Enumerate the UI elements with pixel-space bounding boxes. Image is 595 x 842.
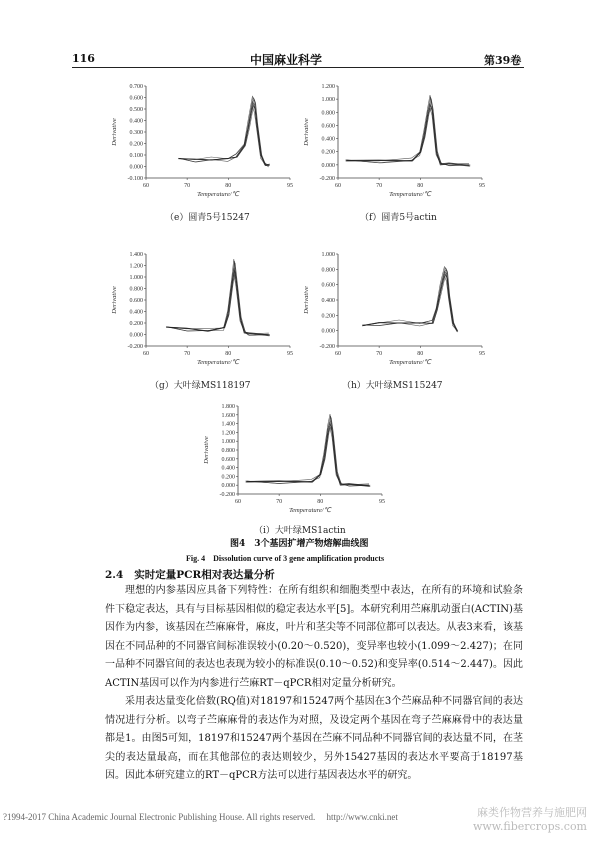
series-line xyxy=(167,272,270,336)
y-tick-label: 0.800 xyxy=(321,267,335,274)
x-axis-label: Temperature/℃ xyxy=(197,191,239,198)
header-rule xyxy=(72,67,524,68)
x-axis-label: Temperature/℃ xyxy=(197,359,239,366)
series-line xyxy=(246,416,370,487)
series-line xyxy=(246,423,369,486)
y-tick-label: 0.000 xyxy=(221,483,235,490)
y-tick-label: 0.600 xyxy=(321,123,335,130)
y-axis-label: Derivative xyxy=(203,436,210,464)
panel-label-e: （e）圆青5号15247 xyxy=(165,213,250,223)
series-line xyxy=(346,104,469,166)
y-tick-label: 0.400 xyxy=(129,118,143,125)
volume-label: 第39卷 xyxy=(484,54,522,67)
series-line xyxy=(180,100,271,166)
x-tick-label: 80 xyxy=(317,499,324,505)
y-tick-label: 0.200 xyxy=(129,141,143,148)
series-line xyxy=(347,99,471,167)
y-tick-label: 1.000 xyxy=(129,275,143,281)
watermark-text: 麻类作物营养与施肥网 xyxy=(477,806,587,819)
series-line xyxy=(346,105,470,165)
series-line xyxy=(346,109,469,166)
paragraph-2: 采用表达量变化倍数(RQ值)对18197和15247两个基因在3个苎麻品种不同器官间的表达情况进行分析。以弯子苎麻麻骨的表达作为对照，及设定两个基因在弯子苎麻麻骨中的表达量都是1。由图5可知，18197和15247两个基因在苎麻不同品种不同器官间的表达量不同，在茎尖的表达量最高，而在其他部位的表达则较少，另外15427基因的表达水平要高于18197基因。因此本研究建立的RT－qPCR方法可以进行基因表达水平的研究。 xyxy=(105,696,523,781)
series-line xyxy=(166,268,269,335)
y-tick-label: 1.800 xyxy=(221,404,235,410)
y-tick-label: 0.400 xyxy=(321,136,335,143)
y-axis-label: Derivative xyxy=(303,286,310,314)
figure-caption-en: Fig. 4 Dissolution curve of 3 gene amplification products xyxy=(186,554,385,563)
y-tick-label: 1.000 xyxy=(221,439,235,446)
series-line xyxy=(167,270,270,335)
watermark-url: www.fibercrops.com xyxy=(472,820,587,833)
y-tick-label: -0.200 xyxy=(319,176,335,182)
panel-label-i: （i）大叶绿MS1actin xyxy=(254,526,346,536)
series-line xyxy=(178,96,268,165)
chart-panel-e xyxy=(108,80,298,202)
x-tick-label: 80 xyxy=(417,183,424,189)
copyright-footer: ?1994-2017 China Academic Journal Electronic Publishing House. All rights reserved. http://www.cnki.net xyxy=(3,812,398,822)
series-line xyxy=(246,428,369,486)
journal-title: 中国麻业科学 xyxy=(250,53,323,67)
page-number: 116 xyxy=(72,52,95,65)
x-tick-label: 70 xyxy=(184,183,191,189)
series-line xyxy=(362,271,457,331)
y-axis-label: Derivative xyxy=(303,118,310,146)
y-tick-label: 0.600 xyxy=(129,298,143,304)
y-tick-label: 0.000 xyxy=(129,332,143,339)
y-tick-label: -0.200 xyxy=(127,344,143,350)
x-tick-label: 80 xyxy=(225,183,232,189)
y-tick-label: 1.200 xyxy=(321,84,335,90)
x-tick-label: 60 xyxy=(235,499,241,505)
y-tick-label: 0.200 xyxy=(221,474,235,481)
y-tick-label: 0.700 xyxy=(129,84,143,90)
y-tick-label: 0.200 xyxy=(321,149,335,156)
y-tick-label: 1.400 xyxy=(129,252,143,258)
chart-panel-i xyxy=(200,400,390,518)
y-tick-label: 1.200 xyxy=(221,430,235,437)
y-tick-label: 0.800 xyxy=(221,448,235,454)
section-heading xyxy=(105,567,275,582)
y-tick-label: 0.600 xyxy=(221,456,235,463)
x-tick-label: 95 xyxy=(379,499,385,505)
x-tick-label: 60 xyxy=(143,183,149,189)
x-tick-label: 95 xyxy=(479,351,485,357)
series-line xyxy=(179,98,270,166)
chart-panel-f xyxy=(300,80,490,202)
x-tick-label: 60 xyxy=(335,183,341,189)
panel-label-f: （f）圆青5号actin xyxy=(360,213,437,223)
series-line xyxy=(346,95,469,165)
y-tick-label: 0.600 xyxy=(129,95,143,102)
chart-panel-h xyxy=(300,248,490,370)
x-tick-label: 70 xyxy=(376,183,383,189)
section-number: 2.4 xyxy=(105,569,124,581)
x-tick-label: 70 xyxy=(376,351,383,357)
y-tick-label: 0.400 xyxy=(321,298,335,304)
y-tick-label: 1.200 xyxy=(129,263,143,270)
y-tick-label: 0.200 xyxy=(129,321,143,327)
y-tick-label: -0.200 xyxy=(319,344,335,350)
x-tick-label: 60 xyxy=(143,351,149,357)
y-tick-label: 0.500 xyxy=(129,107,143,113)
x-axis-label: Temperature/℃ xyxy=(289,507,331,514)
y-tick-label: 0.300 xyxy=(129,130,143,136)
watermark xyxy=(473,806,587,834)
x-tick-label: 80 xyxy=(225,351,232,357)
series-line xyxy=(247,418,370,487)
y-tick-label: 0.000 xyxy=(129,164,143,171)
series-line xyxy=(347,107,471,166)
series-line xyxy=(178,107,268,167)
y-tick-label: 0.400 xyxy=(221,465,235,472)
series-line xyxy=(246,414,369,485)
y-tick-label: -0.100 xyxy=(127,176,143,182)
series-line xyxy=(247,426,370,486)
y-axis-label: Derivative xyxy=(111,118,118,146)
y-tick-label: 1.000 xyxy=(321,252,335,258)
series-line xyxy=(362,267,457,330)
chart-panel-g xyxy=(108,248,298,370)
body-text xyxy=(105,582,523,786)
x-tick-label: 95 xyxy=(479,183,485,189)
y-tick-label: 0.100 xyxy=(129,153,143,159)
x-tick-label: 70 xyxy=(184,351,191,357)
panel-label-g: （g）大叶绿MS118197 xyxy=(150,381,251,391)
x-tick-label: 70 xyxy=(276,499,283,505)
y-tick-label: 0.800 xyxy=(321,110,335,117)
series-line xyxy=(346,97,470,167)
panel-label-h: （h）大叶绿MS115247 xyxy=(342,381,443,391)
y-axis-label: Derivative xyxy=(111,286,118,314)
figure-caption-cn: 图4 3个基因扩增产物熔解曲线图 xyxy=(230,539,369,549)
y-tick-label: 0.000 xyxy=(321,162,335,169)
series-line xyxy=(167,261,270,336)
x-tick-label: 60 xyxy=(335,351,341,357)
x-axis-label: Temperature/℃ xyxy=(389,191,431,198)
x-tick-label: 95 xyxy=(287,351,293,357)
y-tick-label: 0.800 xyxy=(129,286,143,293)
y-tick-label: 0.400 xyxy=(129,309,143,316)
y-tick-label: 1.400 xyxy=(221,421,235,428)
y-tick-label: 0.200 xyxy=(321,313,335,320)
x-tick-label: 80 xyxy=(417,351,424,357)
series-line xyxy=(246,424,370,485)
y-tick-label: 0.000 xyxy=(321,328,335,335)
series-line xyxy=(166,259,269,334)
series-line xyxy=(362,276,457,330)
y-tick-label: 1.600 xyxy=(221,412,235,419)
paragraph-1: 理想的内参基因应具备下列特性：在所有组织和细胞类型中表达，在所有的环境和试验条件下稳定表达，具有与目标基因相似的稳定表达水平[5]。本研究利用苎麻肌动蛋白(ACTIN)基因作为内参，该基因在苎麻麻骨，麻皮，叶片和茎尖等不同部位都可以表达。从表3来看，该基因在不同品种的不同器官间标准误较小(0.20～0.520)，变异率也较小(1.099～2.427)；在同一品种不同器官间的表达也表现为较小的标准误(0.10～0.52)和变异率(0.514～2.447)。因此ACTIN基因可以作为内参进行苎麻RT－qPCR相对定量分析研究。 xyxy=(105,585,523,689)
x-axis-label: Temperature/℃ xyxy=(389,359,431,366)
series-line xyxy=(363,275,458,331)
section-title: 实时定量PCR相对表达量分析 xyxy=(134,569,275,581)
y-tick-label: 1.000 xyxy=(321,97,335,104)
series-line xyxy=(167,263,270,336)
x-tick-label: 95 xyxy=(287,183,293,189)
y-tick-label: -0.200 xyxy=(219,492,235,498)
series-line xyxy=(166,274,269,336)
y-tick-label: 0.600 xyxy=(321,282,335,289)
